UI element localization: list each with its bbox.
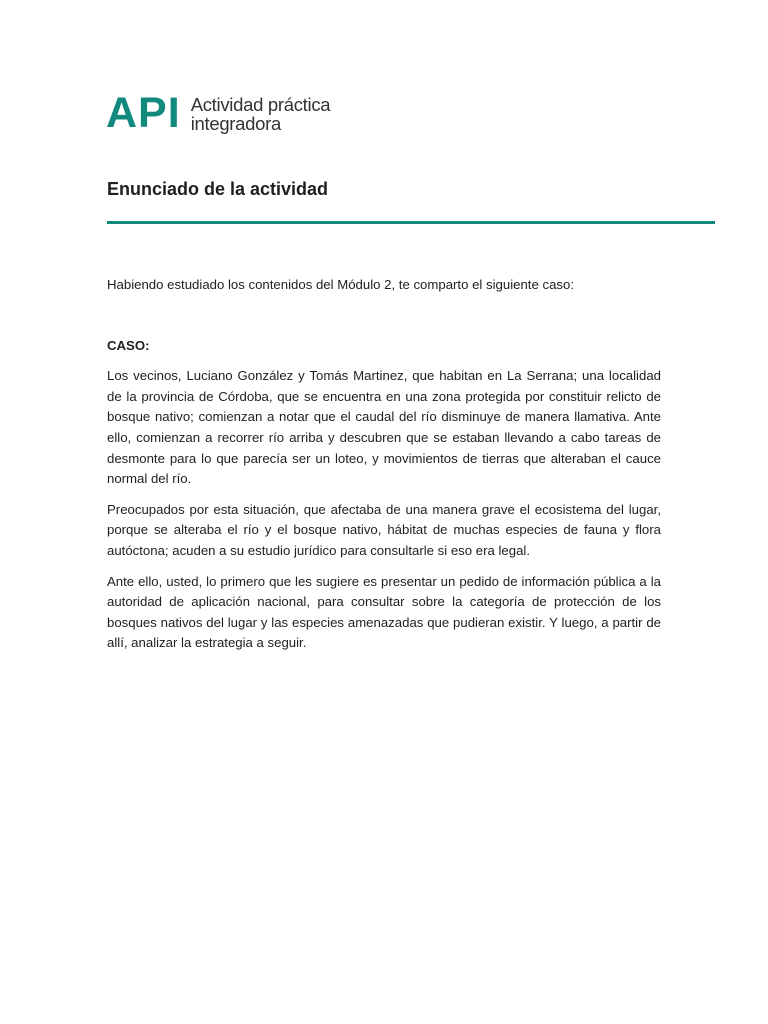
case-paragraph: Ante ello, usted, lo primero que les sugiere es presentar un pedido de información pública a la autoridad de aplicación nacional, para consultar sobre la categoría de protección de los bosques nativos del lugar y las especies amenazadas que pudieran existir. Y luego, a partir de allí, analizar la estrategia a seguir. — [107, 573, 661, 651]
case-paragraph: Preocupados por esta situación, que afectaba de una manera grave el ecosistema del lugar, porque se alteraba el río y el bosque nativo, hábitat de muchas especies de fauna y flora autóctona; acuden a su estudio jurídico para consultarle si eso era legal. — [107, 501, 661, 558]
logo-mark: API — [106, 89, 181, 137]
title-divider — [107, 221, 715, 224]
logo-caption — [191, 95, 331, 133]
case-paragraph: Los vecinos, Luciano González y Tomás Martinez, que habitan en La Serrana; una localidad de la provincia de Córdoba, que se encuentra en una zona protegida por constituir relicto de bosque nativo; comienzan a notar que el caudal del río disminuye de manera llamativa. Ante ello, comienzan a recorrer río arriba y descubren que se estaban llevando a cabo tareas de desmonte para lo que parecía ser un loteo, y movimientos de tierras que alteraban el cauce normal del río. — [107, 368, 661, 487]
intro-paragraph: Habiendo estudiado los contenidos del Módulo 2, te comparto el siguiente caso: — [107, 277, 574, 292]
case-label: CASO: — [107, 337, 150, 353]
document-title: Enunciado de la actividad — [107, 179, 329, 199]
document-body — [107, 275, 661, 664]
logo-caption-line1: Actividad práctica — [190, 93, 331, 115]
api-logo — [106, 89, 331, 137]
logo-caption-line2: integradora — [190, 112, 281, 134]
